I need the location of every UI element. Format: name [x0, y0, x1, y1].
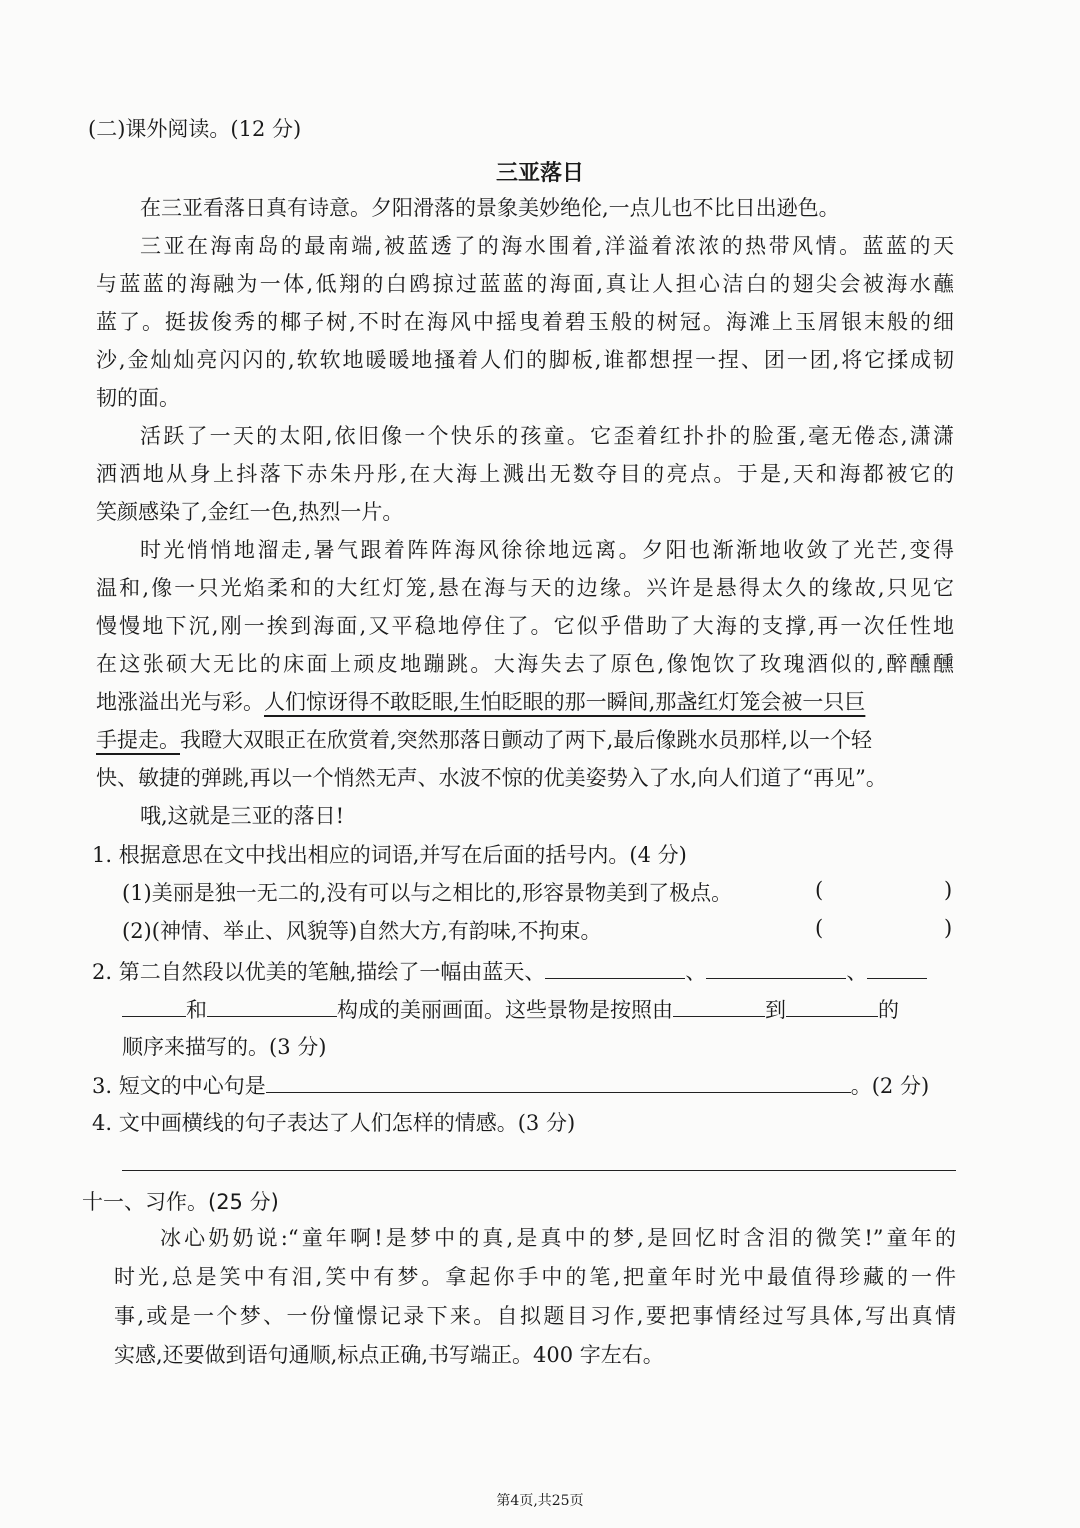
paragraph-line: 快、敏捷的弹跳,再以一个悄然无声、水波不惊的优美姿势入了水,向人们道了“再见”。 [96, 766, 887, 790]
question-2-line-1 [92, 956, 927, 987]
composition-line: 冰心奶奶说:“童年啊!是梦中的真,是真中的梦,是回忆时含泪的微笑!”童年的 [160, 1226, 956, 1250]
question-text: 2. 第二自然段以优美的笔触,描绘了一幅由蓝天、 [92, 960, 546, 984]
answer-paren-open: ( [815, 916, 824, 940]
paragraph-line [96, 725, 872, 755]
answer-paren-open: ( [815, 878, 824, 902]
paragraph-line: 三亚在海南岛的最南端,被蓝透了的海水围着,洋溢着浓浓的热带风情。蓝蓝的天 [140, 234, 954, 258]
answer-blank[interactable] [673, 994, 765, 1017]
answer-line[interactable] [122, 1170, 956, 1171]
answer-blank[interactable] [266, 1070, 851, 1093]
paragraph-line: 在这张硕大无比的床面上顽皮地蹦跳。大海失去了原色,像饱饮了玫瑰酒似的,醉醺醺 [96, 652, 954, 676]
paragraph-line: 温和,像一只光焰柔和的大红灯笼,悬在海与天的边缘。兴许是悬得太久的缘故,只见它 [96, 576, 954, 600]
question-3 [92, 1070, 929, 1101]
passage-title: 三亚落日 [495, 161, 584, 186]
question-text: 到 [765, 998, 786, 1022]
paragraph-text: 地涨溢出光与彩。 [96, 690, 264, 714]
question-text: 和 [186, 998, 207, 1022]
paragraph-line: 活跃了一天的太阳,依旧像一个快乐的孩童。它歪着红扑扑的脸蛋,毫无倦态,潇潇 [140, 424, 954, 448]
question-1-2: (2)(神情、举止、风貌等)自然大方,有韵味,不拘束。 [122, 919, 602, 943]
question-text: 构成的美丽画面。这些景物是按照由 [337, 998, 673, 1022]
paragraph-text: 我瞪大双眼正在欣赏着,突然那落日颤动了两下,最后像跳水员那样,以一个轻 [180, 728, 873, 752]
underlined-sentence: 手提走。 [96, 728, 180, 752]
paragraph-line: 蓝了。挺拔俊秀的椰子树,不时在海风中摇曳着碧玉般的树冠。海滩上玉屑银末般的细 [96, 310, 954, 334]
question-text: 。(2 分) [850, 1074, 930, 1098]
answer-blank[interactable] [545, 956, 685, 979]
composition-line: 实感,还要做到语句通顺,标点正确,书写端正。400 字左右。 [114, 1343, 664, 1367]
question-1: 1. 根据意思在文中找出相应的词语,并写在后面的括号内。(4 分) [92, 843, 687, 867]
paragraph-line: 慢慢地下沉,刚一挨到海面,又平稳地停住了。它似乎借助了大海的支撑,再一次任性地 [96, 614, 954, 638]
section-header: (二)课外阅读。(12 分) [88, 117, 302, 141]
paragraph-line [96, 687, 865, 717]
composition-line: 事,或是一个梦、一份憧憬记录下来。自拟题目习作,要把事情经过写具体,写出真情 [114, 1304, 956, 1328]
answer-blank[interactable] [706, 956, 846, 979]
question-2-line-3: 顺序来描写的。(3 分) [122, 1035, 327, 1059]
composition-header: 十一、习作。(25 分) [82, 1190, 279, 1214]
paragraph-line: 在三亚看落日真有诗意。夕阳滑落的景象美妙绝伦,一点儿也不比日出逊色。 [140, 196, 840, 220]
question-1-1: (1)美丽是独一无二的,没有可以与之相比的,形容景物美到了极点。 [122, 881, 733, 905]
paragraph-line: 沙,金灿灿亮闪闪的,软软地暖暖地搔着人们的脚板,谁都想捏一捏、团一团,将它揉成韧 [96, 348, 954, 372]
answer-blank[interactable] [207, 994, 337, 1017]
question-2-line-2 [122, 994, 899, 1025]
paragraph-line: 时光悄悄地溜走,暑气跟着阵阵海风徐徐地远离。夕阳也渐渐地收敛了光芒,变得 [140, 538, 954, 562]
answer-blank[interactable] [122, 994, 186, 1017]
answer-blank[interactable] [867, 956, 927, 979]
question-4: 4. 文中画横线的句子表达了人们怎样的情感。(3 分) [92, 1111, 576, 1135]
page-number: 第4页,共25页 [496, 1493, 584, 1509]
separator: 、 [846, 960, 868, 984]
paragraph-line: 笑颜感染了,金红一色,热烈一片。 [96, 500, 404, 524]
paragraph-line: 与蓝蓝的海融为一体,低翔的白鸥掠过蓝蓝的海面,真让人担心洁白的翅尖会被海水蘸 [96, 272, 954, 296]
composition-line: 时光,总是笑中有泪,笑中有梦。拿起你手中的笔,把童年时光中最值得珍藏的一件 [114, 1265, 956, 1289]
question-text: 3. 短文的中心句是 [92, 1074, 266, 1098]
answer-paren-close: ) [944, 878, 953, 902]
answer-paren-close: ) [944, 916, 953, 940]
paragraph-line: 哦,这就是三亚的落日! [140, 804, 345, 828]
separator: 、 [685, 960, 707, 984]
question-text: 的 [878, 998, 899, 1022]
paragraph-line: 洒洒地从身上抖落下赤朱丹彤,在大海上溅出无数夺目的亮点。于是,天和海都被它的 [96, 462, 954, 486]
underlined-sentence: 人们惊讶得不敢眨眼,生怕眨眼的那一瞬间,那盏红灯笼会被一只巨 [264, 690, 866, 714]
answer-blank[interactable] [786, 994, 878, 1017]
paragraph-line: 韧的面。 [96, 386, 180, 410]
